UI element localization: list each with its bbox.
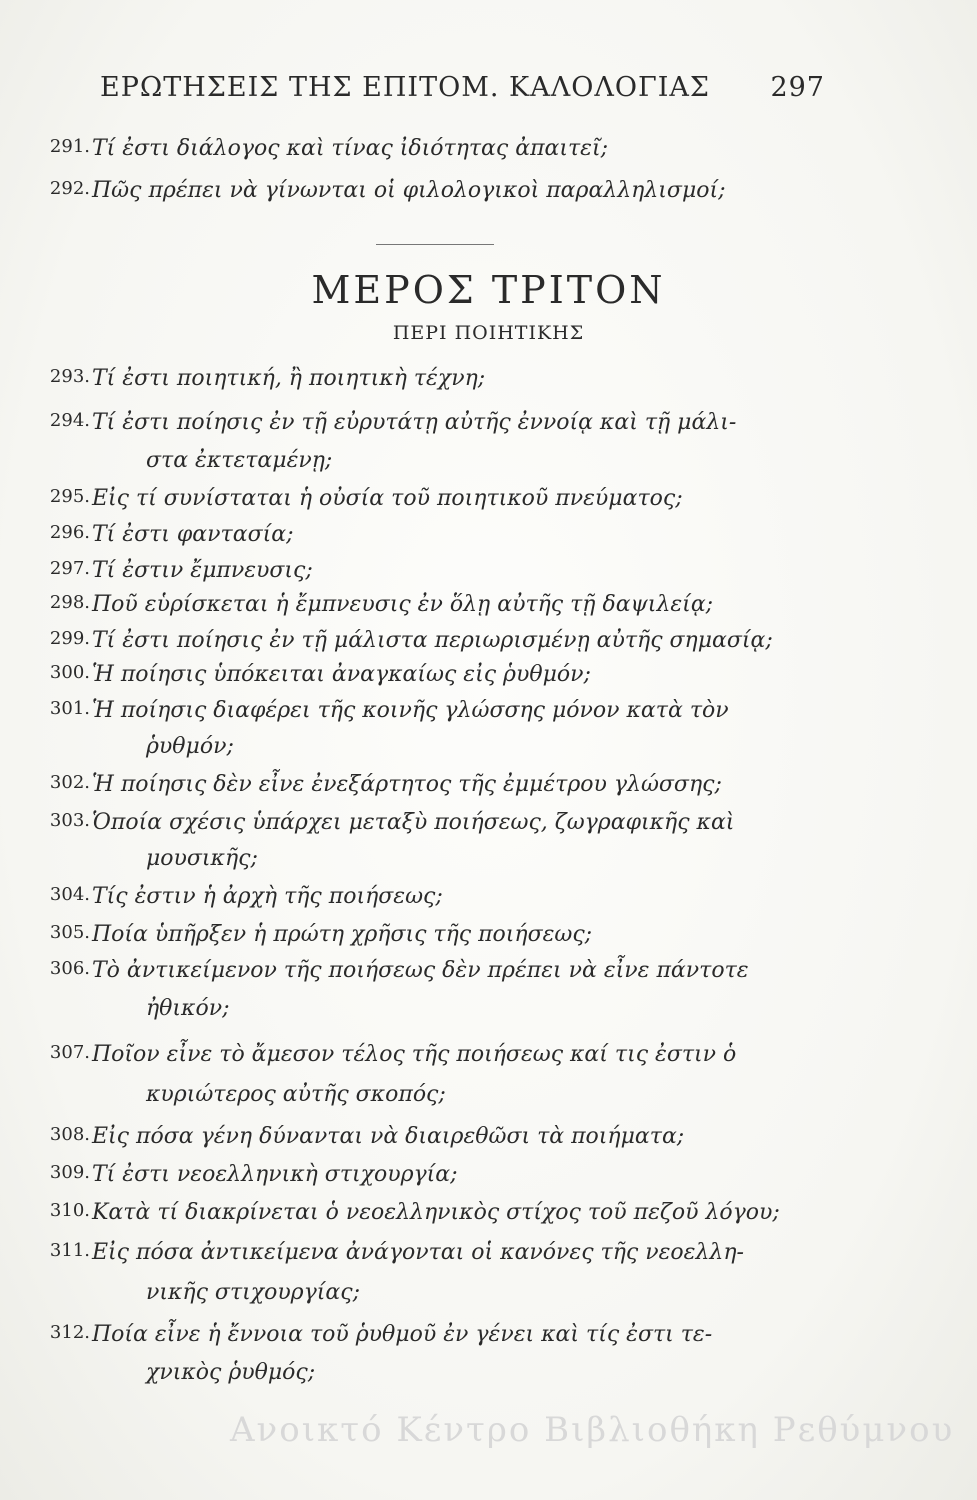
question-number: 304. [49, 884, 90, 905]
question-text: Κατὰ τί διακρίνεται ὁ νεοελληνικὸς στίχος τοῦ πεζοῦ λόγου; [92, 1200, 780, 1225]
question-number: 299. [49, 628, 90, 649]
question-number: 301. [49, 698, 90, 719]
question-number: 295. [49, 486, 90, 507]
question-number: 292. [49, 178, 90, 199]
question-number: 307. [49, 1042, 90, 1063]
question-continuation: ἠθικόν; [146, 996, 230, 1021]
question-text: Εἰς τί συνίσταται ἡ οὐσία τοῦ ποιητικοῦ πνεύματος; [92, 486, 683, 511]
question-text: Τί ἐστι ποίησις ἐν τῇ μάλιστα περιωρισμένῃ αὐτῆς σημασίᾳ; [92, 628, 773, 653]
question-number: 312. [49, 1322, 90, 1343]
question-number: 311. [49, 1240, 90, 1261]
question-continuation: νικῆς στιχουργίας; [146, 1280, 360, 1305]
question-number: 310. [49, 1200, 90, 1221]
question-text: Τί ἐστιν ἔμπνευσις; [92, 558, 313, 583]
question-number: 294. [49, 410, 90, 431]
part-title: ΜΕΡΟΣ ΤΡΙΤΟΝ [311, 268, 666, 312]
question-text: Τί ἐστι διάλογος καὶ τίνας ἰδιότητας ἀπαιτεῖ; [92, 136, 609, 161]
question-text: Ποῖον εἶνε τὸ ἄμεσον τέλος τῆς ποιήσεως καί τις ἐστιν ὁ [92, 1042, 737, 1067]
question-continuation: κυριώτερος αὐτῆς σκοπός; [146, 1082, 446, 1107]
question-continuation: ῥυθμόν; [146, 734, 234, 759]
library-watermark: Ανοικτό Κέντρο Βιβλιοθήκη Ρεθύμνου [230, 1410, 955, 1450]
question-text: Τὸ ἀντικείμενον τῆς ποιήσεως δὲν πρέπει νὰ εἶνε πάντοτε [92, 958, 749, 983]
question-text: Ποία εἶνε ἡ ἔννοια τοῦ ῥυθμοῦ ἐν γένει καὶ τίς ἐστι τε- [92, 1322, 713, 1347]
question-continuation: στα ἐκτεταμένῃ; [146, 448, 333, 473]
question-text: Τίς ἐστιν ἡ ἀρχὴ τῆς ποιήσεως; [92, 884, 443, 909]
question-number: 305. [49, 922, 90, 943]
question-number: 308. [49, 1124, 90, 1145]
question-number: 293. [49, 366, 90, 387]
question-number: 291. [49, 136, 90, 157]
question-number: 302. [49, 772, 90, 793]
question-number: 298. [49, 592, 90, 613]
question-text: Εἰς πόσα ἀντικείμενα ἀνάγονται οἱ κανόνες τῆς νεοελλη- [92, 1240, 744, 1265]
running-title: ΕΡΩΤΗΣΕΙΣ ΤΗΣ ΕΠΙΤΟΜ. ΚΑΛΟΛΟΓΙΑΣ [100, 72, 710, 103]
section-title: ΠΕΡΙ ΠΟΙΗΤΙΚΗΣ [392, 322, 585, 344]
question-text: Τί ἐστι ποίησις ἐν τῇ εὐρυτάτῃ αὐτῆς ἐννοίᾳ καὶ τῇ μάλι- [92, 410, 737, 435]
question-text: Ποῦ εὑρίσκεται ἡ ἔμπνευσις ἐν ὅλῃ αὐτῆς τῇ δαψιλείᾳ; [92, 592, 714, 617]
question-number: 300. [49, 662, 90, 683]
question-text: Τί ἐστι φαντασία; [92, 522, 294, 547]
section-divider [376, 244, 494, 245]
question-text: Τί ἐστι νεοελληνικὴ στιχουργία; [92, 1162, 458, 1187]
question-number: 296. [49, 522, 90, 543]
question-number: 306. [49, 958, 90, 979]
question-number: 309. [49, 1162, 90, 1183]
question-text: Πῶς πρέπει νὰ γίνωνται οἱ φιλολογικοὶ παραλληλισμοί; [92, 178, 726, 203]
question-text: Ἡ ποίησις ὑπόκειται ἀναγκαίως εἰς ῥυθμόν; [92, 662, 591, 687]
question-text: Ποία ὑπῆρξεν ἡ πρώτη χρῆσις τῆς ποιήσεως; [92, 922, 593, 947]
question-text: Τί ἐστι ποιητική, ἢ ποιητικὴ τέχνη; [92, 366, 486, 391]
running-head [100, 72, 825, 103]
question-text: Ἡ ποίησις δὲν εἶνε ἐνεξάρτητος τῆς ἐμμέτρου γλώσσης; [92, 772, 722, 797]
question-text: Ὁποία σχέσις ὑπάρχει μεταξὺ ποιήσεως, ζωγραφικῆς καὶ [92, 810, 735, 835]
question-text: Εἰς πόσα γένη δύνανται νὰ διαιρεθῶσι τὰ ποιήματα; [92, 1124, 685, 1149]
question-text: Ἡ ποίησις διαφέρει τῆς κοινῆς γλώσσης μόνον κατὰ τὸν [92, 698, 729, 723]
question-continuation: χνικὸς ῥυθμός; [146, 1360, 316, 1385]
question-number: 303. [49, 810, 90, 831]
page-number: 297 [770, 72, 825, 103]
question-number: 297. [49, 558, 90, 579]
question-continuation: μουσικῆς; [146, 846, 258, 871]
